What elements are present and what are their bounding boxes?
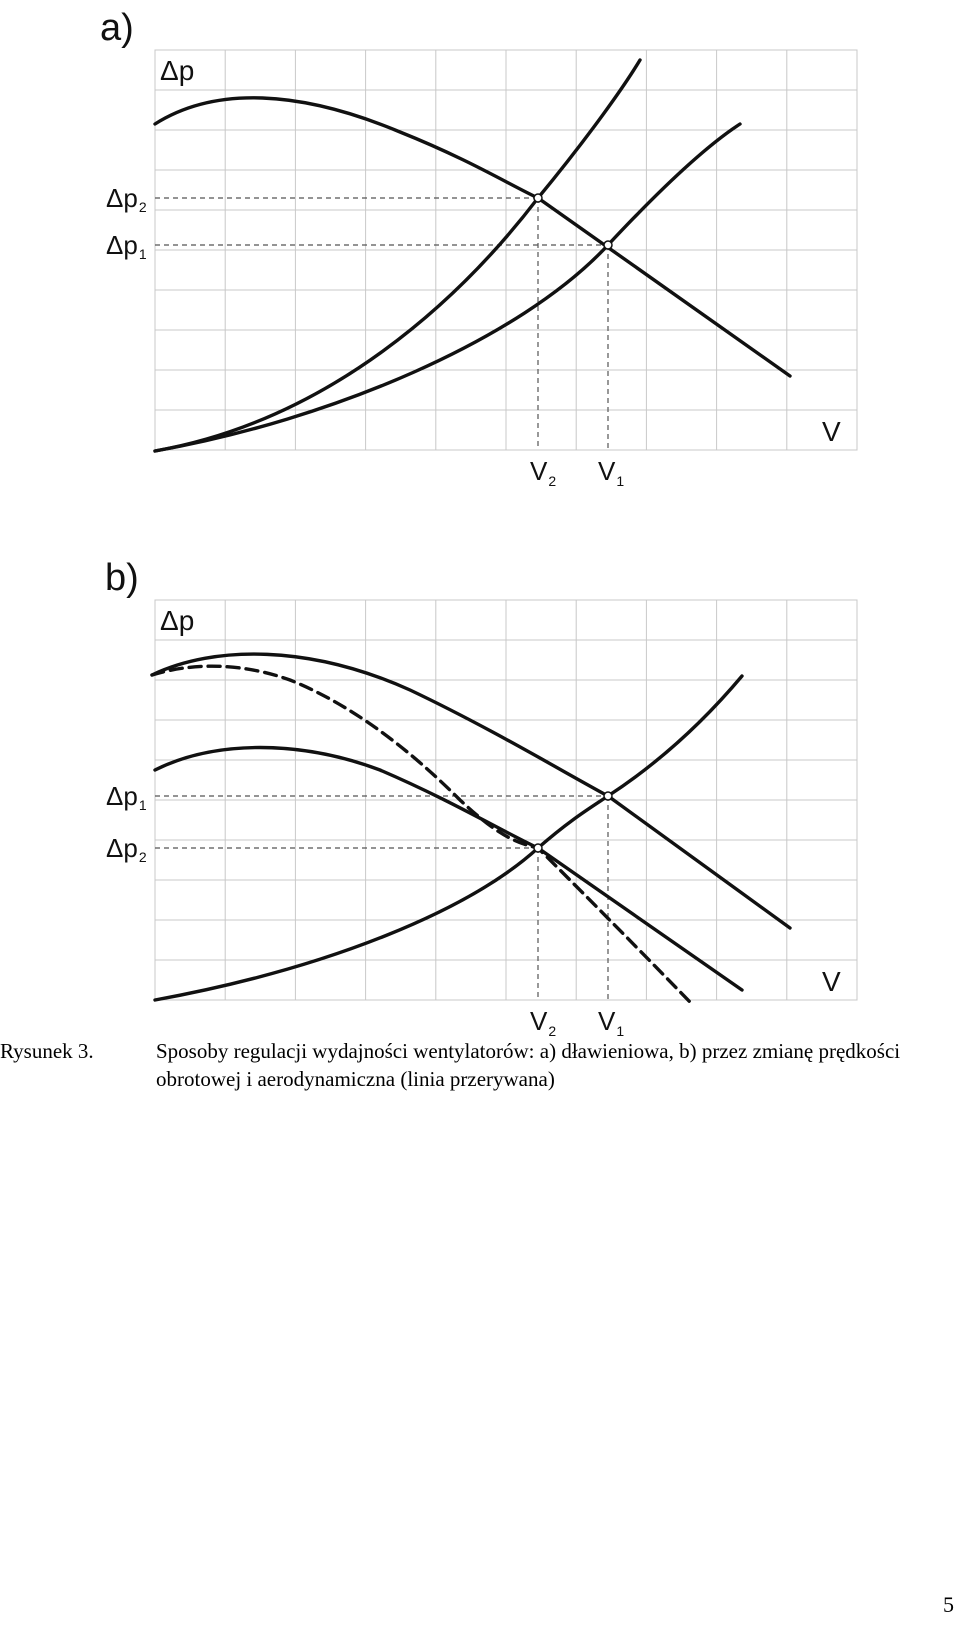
grid-a xyxy=(155,50,857,450)
v2-label-b: $V_2$ xyxy=(530,1006,557,1039)
dp1-label-b: Δp1 xyxy=(106,781,147,813)
system-curve-base-a xyxy=(155,124,740,451)
v1-label-b: $V_1$ xyxy=(598,1006,625,1039)
x-axis-label-b: V xyxy=(822,966,841,997)
caption-text: Sposoby regulacji wydajności wentylatorów: a) dławieniowa, b) przez zmianę prędkości obrotowej i aerodynamiczna (linia przerywana) xyxy=(156,1039,901,1091)
guides-a xyxy=(155,198,608,450)
fan-curve-a xyxy=(155,98,790,376)
panel-label-b: b) xyxy=(105,557,139,599)
operating-point-1-a xyxy=(604,241,612,249)
operating-point-2-a xyxy=(534,194,542,202)
curves-b xyxy=(152,654,790,1002)
curves-a xyxy=(155,60,790,451)
system-curve-throttled-a xyxy=(155,60,640,451)
panel-b xyxy=(105,557,857,1039)
panel-a xyxy=(100,7,857,489)
operating-point-2-b xyxy=(534,844,542,852)
page-number: 5 xyxy=(943,1592,954,1617)
dp2-label-a: Δp2 xyxy=(106,183,147,215)
fan-curve-aerodynamic-dashed-b xyxy=(152,666,690,1002)
x-axis-label-a: V xyxy=(822,416,841,447)
guides-b xyxy=(155,796,608,1000)
y-axis-label-b: Δp xyxy=(160,605,195,636)
grid-b xyxy=(155,600,857,1000)
v1-label-a: $V_1$ xyxy=(598,456,625,489)
caption-label: Rysunek 3. xyxy=(0,1039,94,1063)
v2-label-a: $V_2$ xyxy=(530,456,557,489)
y-axis-label-a: Δp xyxy=(160,55,195,86)
dp2-label-b: Δp2 xyxy=(106,833,147,865)
panel-label-a: a) xyxy=(100,7,134,49)
operating-point-1-b xyxy=(604,792,612,800)
dp1-label-a: Δp1 xyxy=(106,230,147,262)
fan-curve-low-speed-b xyxy=(155,748,742,991)
system-curve-b xyxy=(155,676,742,1000)
fan-curve-high-speed-b xyxy=(152,654,790,928)
